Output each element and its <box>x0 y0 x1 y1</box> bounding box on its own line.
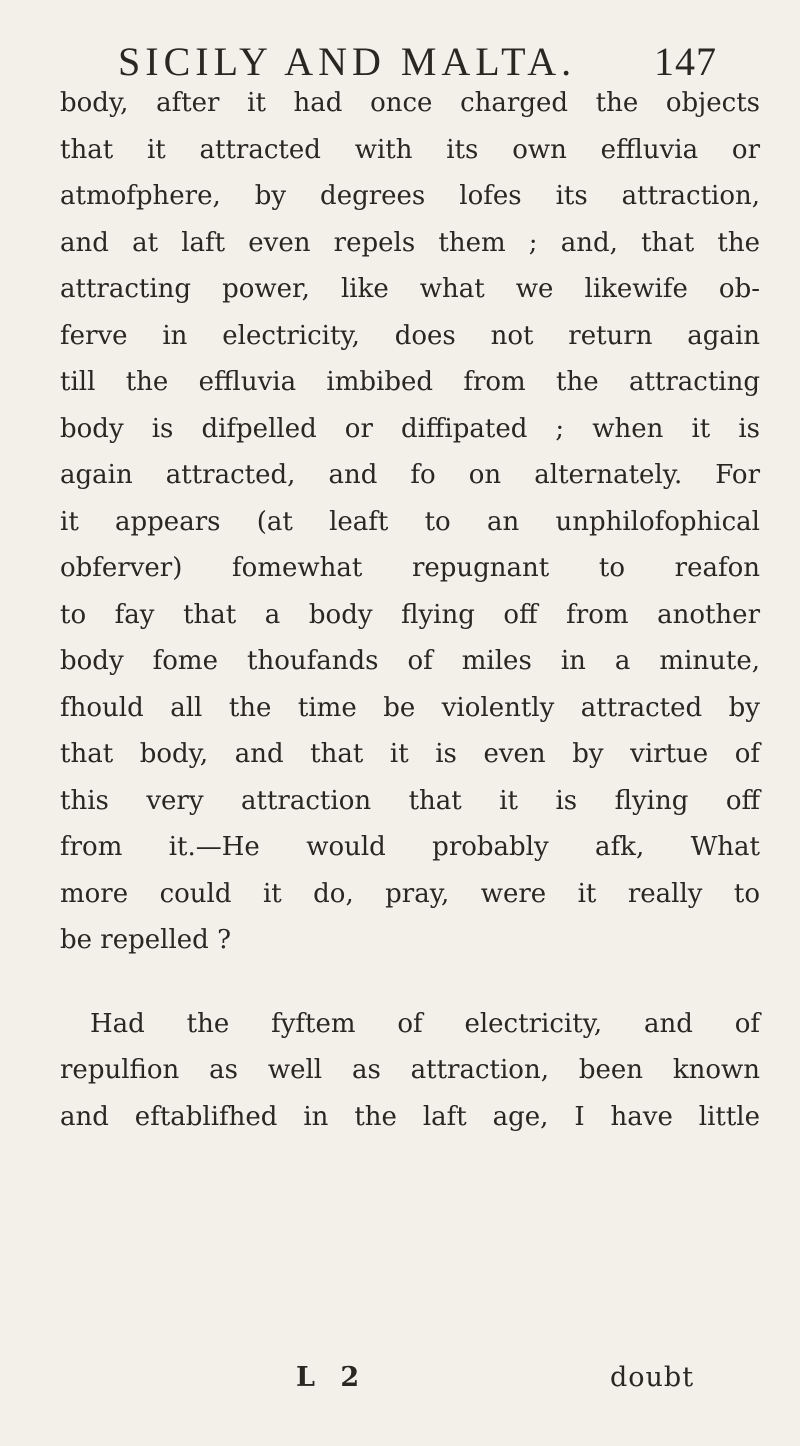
text-line: be repelled ? <box>60 925 232 955</box>
text-line: body fome thoufands of miles in a minute, <box>60 646 760 676</box>
text-line: body, after it had once charged the objects <box>60 88 760 118</box>
running-head-title: SICILY AND MALTA. <box>118 39 577 84</box>
text-line: ferve in electricity, does not return again <box>60 320 760 351</box>
body-text <box>60 80 760 1140</box>
text-line: this very attraction that it is flying off <box>60 785 760 816</box>
text-line: from it.—He would probably afk, What <box>60 832 760 862</box>
text-line: obferver) fomewhat repugnant to reafon <box>60 553 760 583</box>
text-line: and eftablifhed in the laft age, I have little <box>60 1101 760 1132</box>
paragraph-2 <box>60 1001 760 1141</box>
text-line: till the effluvia imbibed from the attracting <box>60 367 760 397</box>
text-line: again attracted, and fo on alternately. For <box>60 460 760 490</box>
text-line: attracting power, like what we likewife ob- <box>60 274 760 304</box>
catchword: doubt <box>610 1362 695 1393</box>
paragraph-1 <box>60 80 760 964</box>
text-line: fhould all the time be violently attracted by <box>60 692 760 723</box>
text-line: it appears (at leaft to an unphilofophical <box>60 506 760 537</box>
signature-mark: L 2 <box>296 1362 368 1393</box>
text-line: that it attracted with its own effluvia or <box>60 134 760 165</box>
text-line: atmofphere, by degrees lofes its attraction, <box>60 181 760 211</box>
text-line: Had the fyftem of electricity, and of <box>90 1008 760 1039</box>
text-line: repulfion as well as attraction, been known <box>60 1055 760 1085</box>
text-line: to fay that a body flying off from another <box>60 599 760 630</box>
text-line: that body, and that it is even by virtue of <box>60 739 760 769</box>
text-line: more could it do, pray, were it really to <box>60 878 760 909</box>
text-line: body is difpelled or diffipated ; when it is <box>60 413 760 444</box>
text-line: and at laft even repels them ; and, that the <box>60 227 760 258</box>
page-footer <box>0 1362 800 1410</box>
paragraph-gap <box>60 964 760 1001</box>
page-number: 147 <box>654 39 717 84</box>
